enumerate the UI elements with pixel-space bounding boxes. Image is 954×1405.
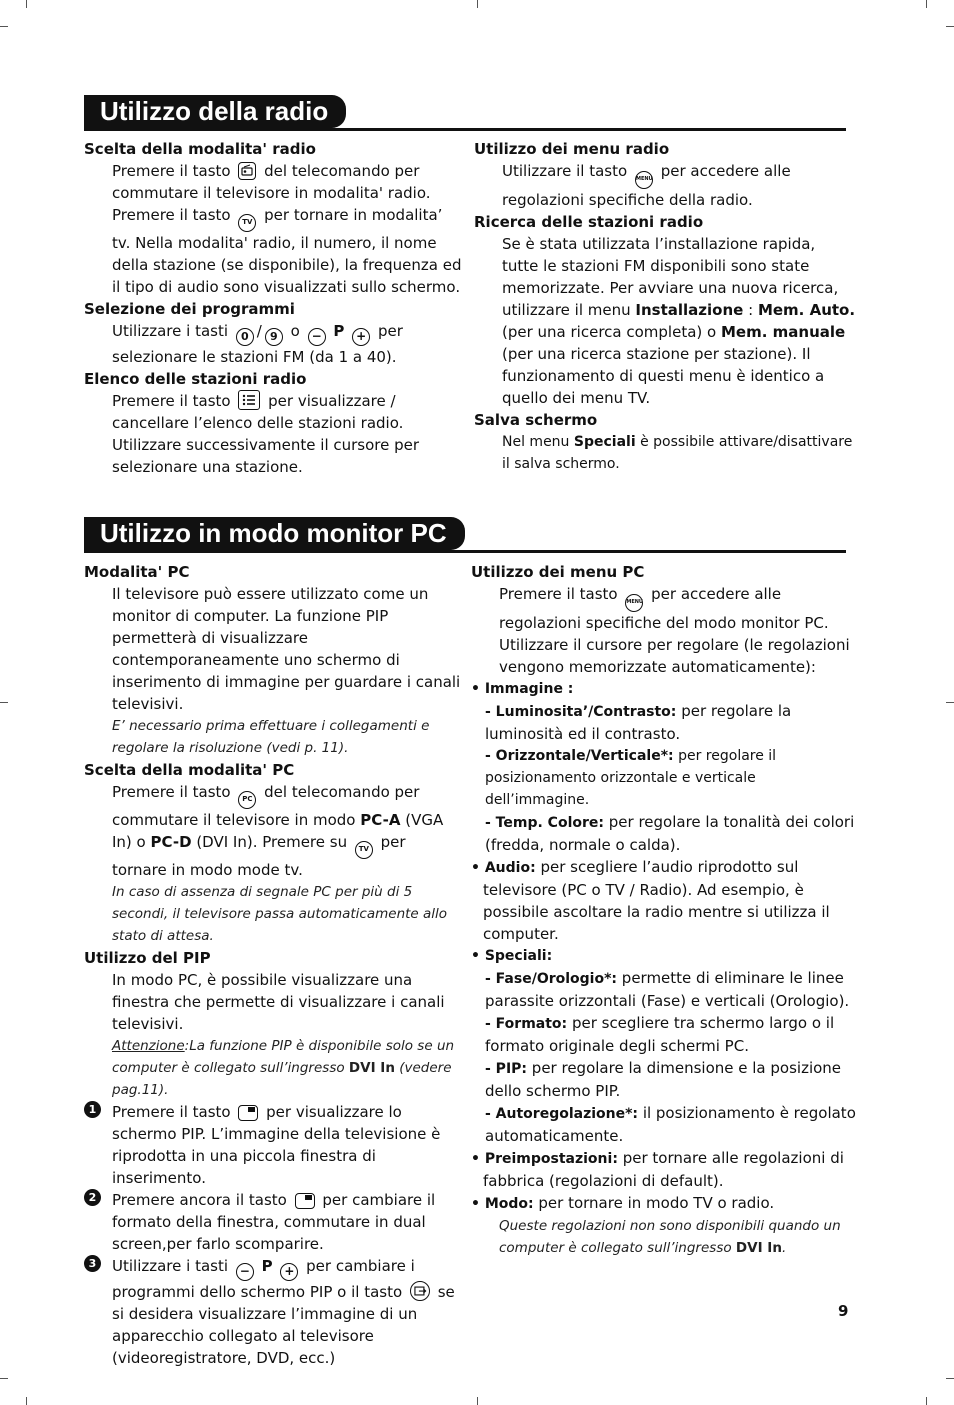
crop-mark bbox=[0, 26, 8, 27]
special-pip-item: - PIP: per regolare la dimensione e la posizione dello schermo PIP. bbox=[485, 1059, 842, 1100]
image-position-item: - Orizzontale/Verticale*: per regolare il posizionamento orizzontale e verticale dell’immagine. bbox=[485, 748, 777, 808]
step-number: 3 bbox=[84, 1255, 101, 1272]
program-select-heading: Selezione dei programmi bbox=[84, 300, 295, 318]
crop-mark bbox=[0, 1378, 8, 1379]
tv-icon: TV bbox=[355, 841, 373, 859]
pip-text: In modo PC, è possibile visualizzare una finestra che permette di visualizzare i canali televisivi. bbox=[112, 971, 445, 1033]
step-number: 1 bbox=[84, 1101, 101, 1118]
screensaver-text: Nel menu Speciali è possibile attivare/disattivare il salva schermo. bbox=[502, 434, 853, 472]
image-color-temp-item: - Temp. Colore: per regolare la tonalità dei colori (fredda, normale o calda). bbox=[485, 813, 855, 854]
pc-section-header bbox=[84, 517, 846, 553]
station-list-text: Premere il tasto per visualizzare / cancellare l’elenco delle stazioni radio. Utilizzare successivamente il cursore per selezionare una stazione. bbox=[112, 392, 420, 476]
radio-icon bbox=[238, 162, 256, 180]
radio-menu-text: Utilizzare il tasto MENU per accedere alle regolazioni specifiche della radio. bbox=[502, 162, 791, 209]
pc-mode-text: Il televisore può essere utilizzato come un monitor di computer. La funzione PIP permetterà di visualizzare contemporaneamente uno schermo di inserimento di immagine per guardare i canali televisivi. bbox=[112, 585, 461, 713]
pip-note: Attenzione:La funzione PIP è disponibile solo se un computer è collegato sull’ingresso DVI In (vedere pag.11). bbox=[112, 1038, 455, 1098]
av-input-icon bbox=[410, 1281, 430, 1301]
pc-menu-text: Premere il tasto MENU per accedere alle regolazioni specifiche del modo monitor PC. Utilizzare il cursore per regolare (le regolazioni vengono memorizzate automaticamente): bbox=[499, 585, 850, 676]
image-heading: • Immagine : bbox=[471, 681, 574, 697]
plus-icon: + bbox=[280, 1263, 298, 1281]
crop-mark bbox=[946, 1378, 954, 1379]
pc-icon: PC bbox=[238, 791, 256, 809]
page-number: 9 bbox=[838, 1302, 849, 1320]
radio-left-column bbox=[84, 138, 464, 478]
radio-section-title: Utilizzo della radio bbox=[84, 95, 346, 128]
radio-section-header bbox=[84, 95, 846, 131]
pc-mode-note: E’ necessario prima effettuare i collegamenti e regolare la risoluzione (vedi p. 11). bbox=[112, 718, 430, 756]
crop-mark bbox=[0, 702, 8, 703]
pc-left-column bbox=[84, 561, 462, 1369]
menu-icon: MENU bbox=[635, 171, 653, 189]
station-search-text: Se è stata utilizzata l’installazione rapida, tutte le stazioni FM disponibili sono state memorizzate. Per avviare una nuova ricerca, utilizzare il menu Installazione : Mem. Auto. (per una ricerca completa) o Mem. manuale (per una ricerca stazione per stazione). Il funzionamento di questi menu è identico a quello dei menu TV. bbox=[502, 235, 856, 407]
special-phase-item: - Fase/Orologio*: permette di eliminare le linee parassite orizzontali (Fase) e verticali (Orologio). bbox=[485, 969, 850, 1010]
pip-heading: Utilizzo del PIP bbox=[84, 949, 211, 967]
audio-item: • Audio: per scegliere l’audio riprodotto sul televisore (PC o TV / Radio). Ad esempio, è possibile ascoltare la radio mentre si utilizza il computer. bbox=[471, 858, 830, 943]
mode-item: • Modo: per tornare in modo TV o radio. bbox=[471, 1194, 775, 1212]
pc-menu-heading: Utilizzo dei menu PC bbox=[471, 563, 645, 581]
special-autoadjust-item: - Autoregolazione*: il posizionamento è regolato automaticamente. bbox=[485, 1104, 856, 1145]
crop-mark bbox=[477, 0, 478, 8]
pc-right-column bbox=[471, 561, 861, 1259]
pip-step-3: 3 Utilizzare i tasti − P + per cambiare i programmi dello schermo PIP o il tasto se si desidera visualizzare l’immagine di un apparecchio collegato al televisore (videoregistratore, DVD, ecc.) bbox=[84, 1255, 462, 1369]
plus-icon: + bbox=[352, 328, 370, 346]
program-select-text: Utilizzare i tasti 0 / 9 o − P + per selezionare le stazioni FM (da 1 a 40). bbox=[112, 322, 403, 366]
pip-icon bbox=[238, 1105, 258, 1121]
pip-icon bbox=[295, 1193, 315, 1209]
pc-mode-heading: Modalita' PC bbox=[84, 563, 190, 581]
special-format-item: - Formato: per scegliere tra schermo largo o il formato originale degli schermi PC. bbox=[485, 1014, 835, 1055]
dvi-note: Queste regolazioni non sono disponibili quando un computer è collegato sull’ingresso DVI In. bbox=[499, 1218, 841, 1256]
screensaver-heading: Salva schermo bbox=[474, 411, 598, 429]
minus-icon: − bbox=[308, 328, 326, 346]
crop-mark bbox=[26, 0, 27, 8]
special-heading: • Speciali: bbox=[471, 948, 553, 964]
station-list-heading: Elenco delle stazioni radio bbox=[84, 370, 307, 388]
radio-mode-heading: Scelta della modalita' radio bbox=[84, 140, 316, 158]
presets-item: • Preimpostazioni: per tornare alle regolazioni di fabbrica (regolazioni di default). bbox=[471, 1149, 844, 1190]
crop-mark bbox=[926, 1397, 927, 1405]
menu-icon: MENU bbox=[625, 594, 643, 612]
minus-icon: − bbox=[236, 1263, 254, 1281]
pip-step-1: 1 Premere il tasto per visualizzare lo schermo PIP. L’immagine della televisione è riprodotta in una piccola finestra di inserimento. bbox=[84, 1101, 462, 1189]
pc-select-heading: Scelta della modalita' PC bbox=[84, 761, 295, 779]
station-search-heading: Ricerca delle stazioni radio bbox=[474, 213, 704, 231]
pc-standby-note: In caso di assenza di segnale PC per più di 5 secondi, il televisore passa automaticamente allo stato di attesa. bbox=[112, 884, 448, 944]
pc-select-text: Premere il tasto PC del telecomando per commutare il televisore in modo PC-A (VGA In) o PC-D (DVI In). Premere su TV per tornare in modo mode tv. bbox=[112, 783, 444, 879]
digit-0-icon: 0 bbox=[236, 328, 254, 346]
crop-mark bbox=[926, 0, 927, 8]
crop-mark bbox=[946, 702, 954, 703]
radio-right-column bbox=[474, 138, 856, 475]
list-icon bbox=[238, 390, 260, 410]
pc-section-title: Utilizzo in modo monitor PC bbox=[84, 517, 465, 550]
radio-mode-text: Premere il tasto del telecomando per commutare il televisore in modalita' radio. Premere il tasto TV per tornare in modalita’ tv. Nella modalita' radio, il numero, il nome della stazione (se disponibile), la frequenza ed il tipo di audio sono visualizzati sullo schermo. bbox=[112, 162, 462, 296]
image-brightness-item: - Luminosita’/Contrasto: per regolare la luminosità ed il contrasto. bbox=[485, 702, 792, 743]
tv-icon: TV bbox=[238, 214, 256, 232]
pip-step-2: 2 Premere ancora il tasto per cambiare il formato della finestra, commutare in dual screen,per farlo scomparire. bbox=[84, 1189, 462, 1255]
digit-9-icon: 9 bbox=[265, 328, 283, 346]
radio-menu-heading: Utilizzo dei menu radio bbox=[474, 140, 670, 158]
step-number: 2 bbox=[84, 1189, 101, 1206]
crop-mark bbox=[26, 1397, 27, 1405]
crop-mark bbox=[946, 26, 954, 27]
crop-mark bbox=[477, 1397, 478, 1405]
